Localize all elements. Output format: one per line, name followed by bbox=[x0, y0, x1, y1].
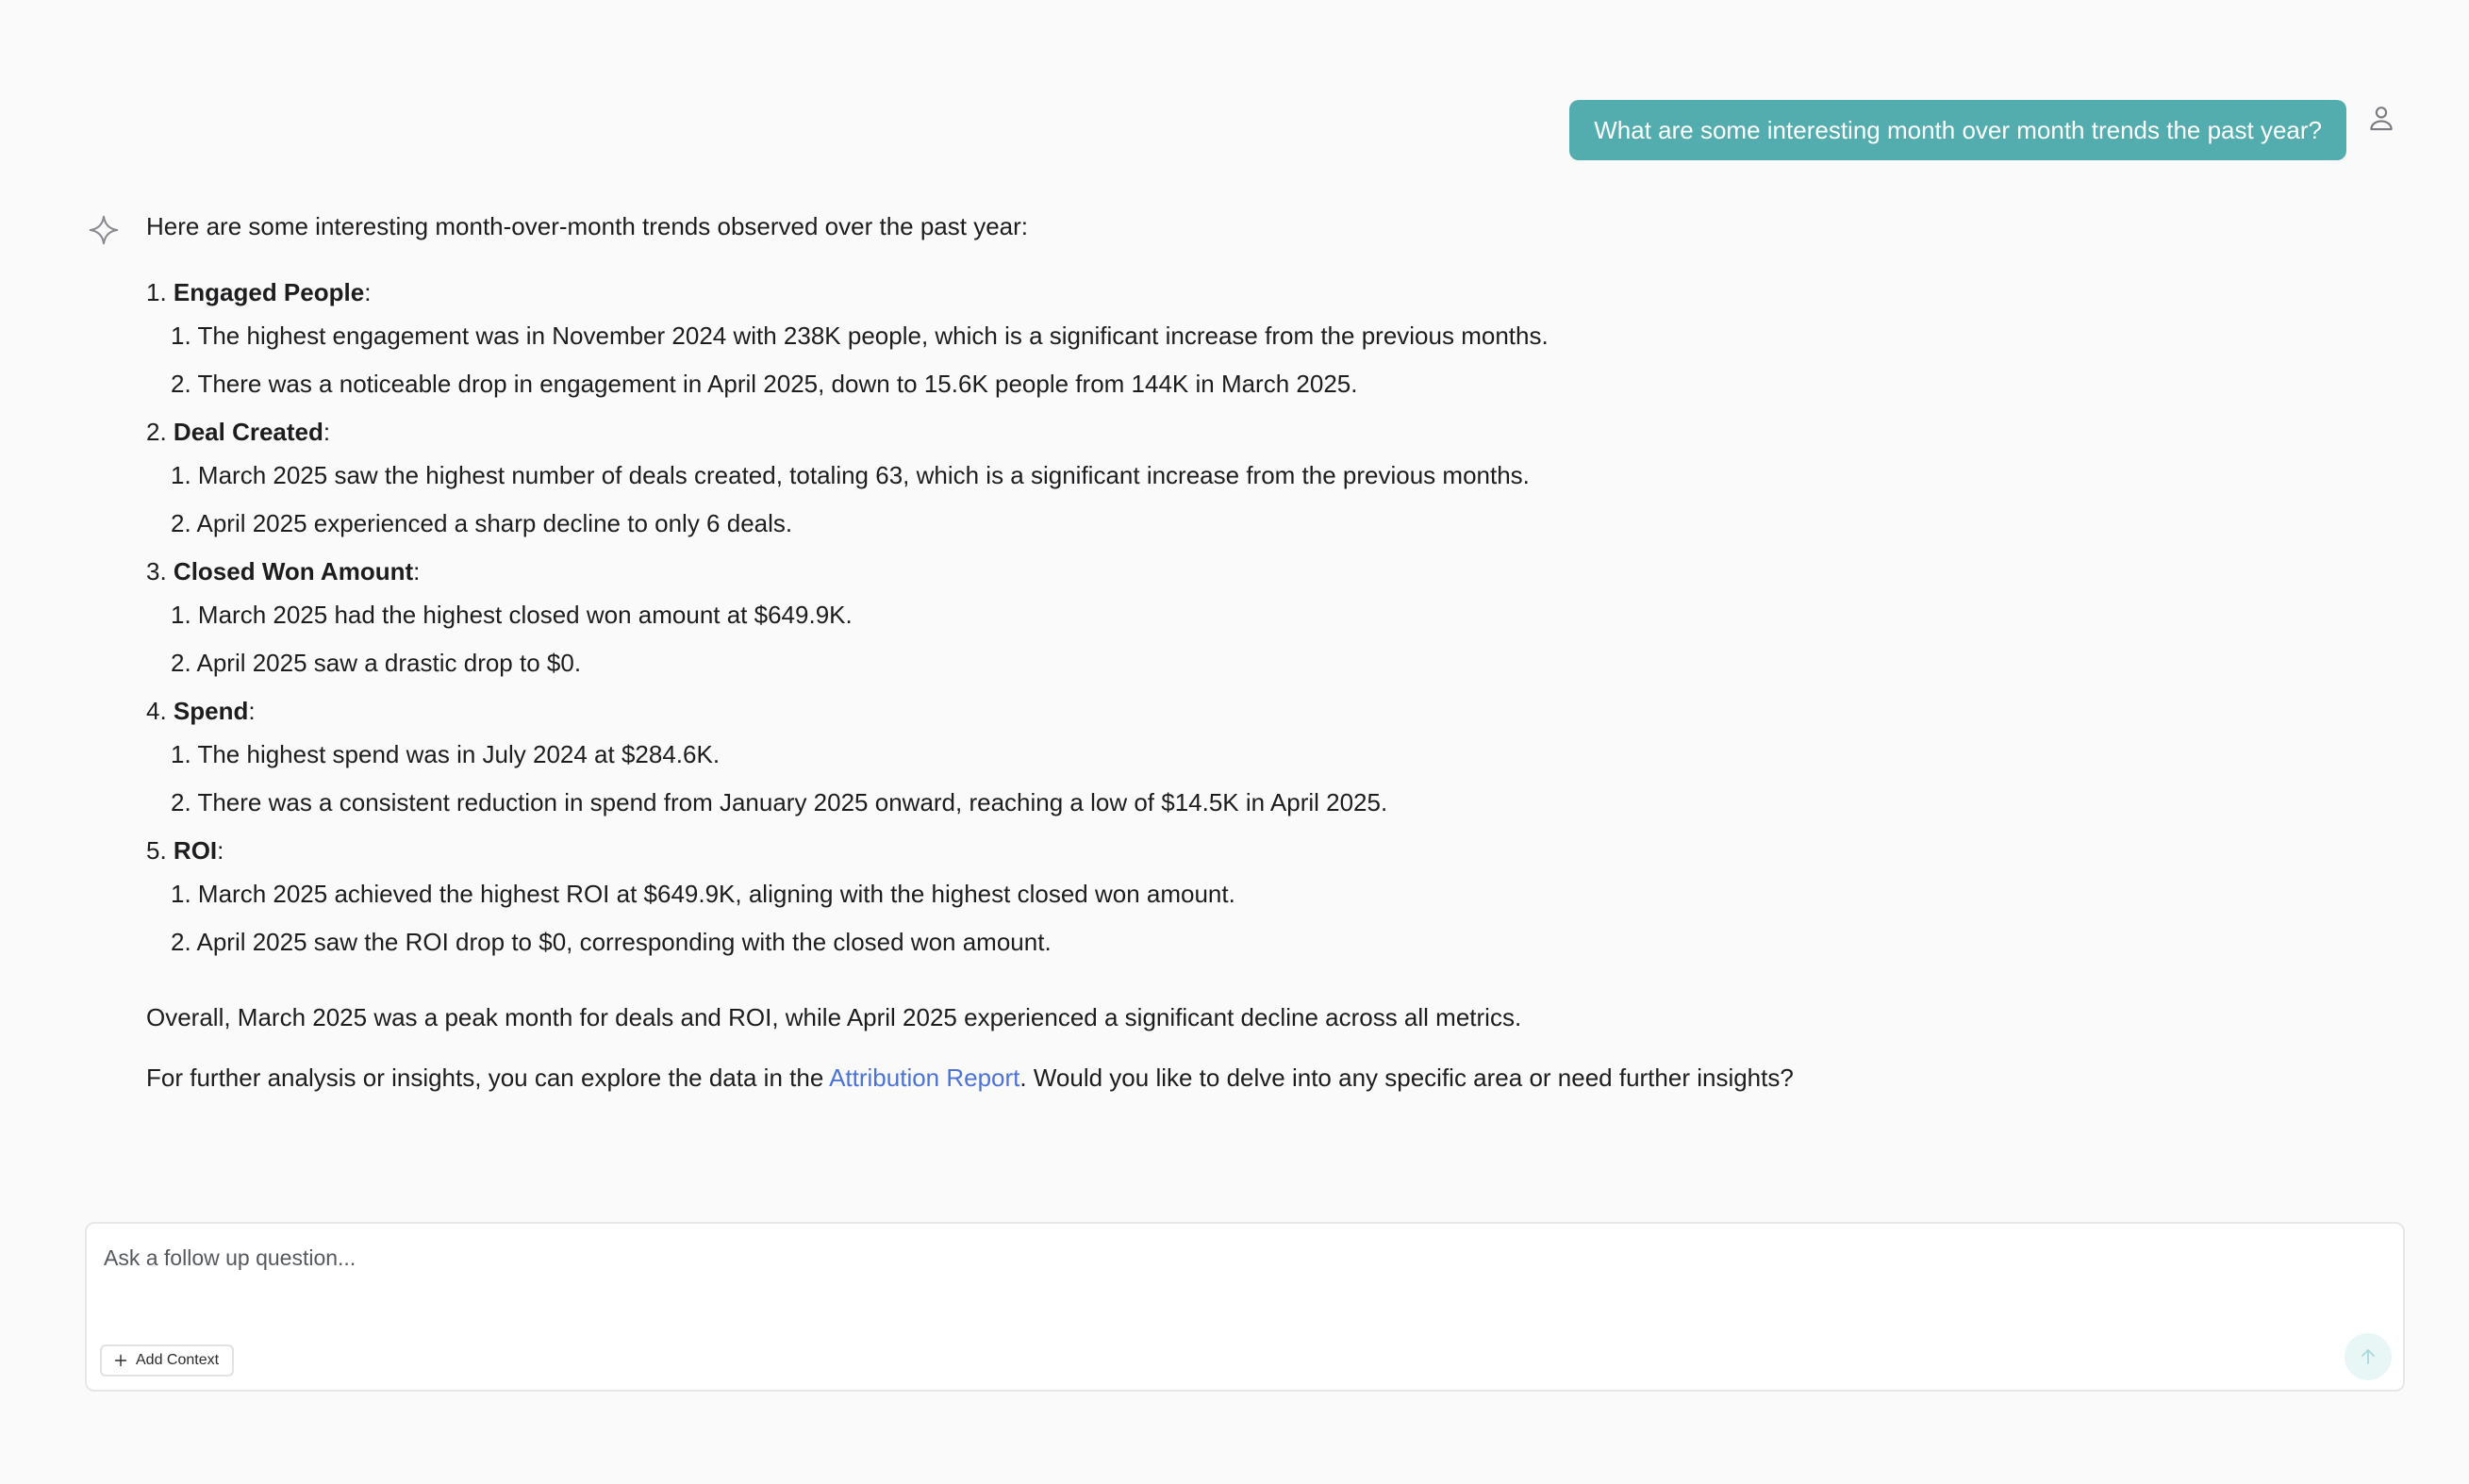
trend-colon: : bbox=[413, 557, 421, 585]
trend-point: 2. April 2025 saw the ROI drop to $0, corresponding with the closed won amount. bbox=[171, 928, 1052, 956]
assistant-summary: Overall, March 2025 was a peak month for deals and ROI, while April 2025 experienced a significant decline across all metrics. bbox=[146, 1003, 1522, 1031]
trend-point: 2. There was a noticeable drop in engagement in April 2025, down to 15.6K people from 144K in March 2025. bbox=[171, 370, 1358, 398]
follow-up-input[interactable] bbox=[104, 1239, 2273, 1277]
user-message-bubble: What are some interesting month over month trends the past year? bbox=[1569, 100, 2346, 160]
trend-title: Spend bbox=[173, 697, 249, 725]
add-context-button[interactable] bbox=[100, 1344, 234, 1377]
trend-point: 1. The highest spend was in July 2024 at $284.6K. bbox=[171, 740, 721, 768]
trend-colon: : bbox=[323, 418, 331, 446]
trend-point: 2. April 2025 experienced a sharp decline to only 6 deals. bbox=[171, 509, 793, 537]
trend-number: 4. bbox=[146, 697, 167, 725]
trend-point: 2. April 2025 saw a drastic drop to $0. bbox=[171, 649, 582, 677]
sparkle-icon bbox=[87, 213, 121, 247]
trend-item-spend bbox=[146, 690, 2315, 823]
trend-number: 3. bbox=[146, 557, 167, 585]
user-message-row bbox=[1569, 100, 2346, 160]
trend-title: Engaged People bbox=[173, 278, 365, 306]
trend-point: 1. March 2025 saw the highest number of deals created, totaling 63, which is a significant increase from the previous months. bbox=[171, 461, 1530, 489]
trend-item-roi bbox=[146, 830, 2315, 963]
trend-number: 5. bbox=[146, 836, 167, 865]
trend-title: Deal Created bbox=[173, 418, 323, 446]
assistant-intro: Here are some interesting month-over-month trends observed over the past year: bbox=[146, 212, 1029, 240]
trend-colon: : bbox=[248, 697, 256, 725]
assistant-followup: For further analysis or insights, you can explore the data in the Attribution Report. Would you like to delve into any specific area or need further insights? bbox=[146, 1064, 1794, 1092]
trend-number: 2. bbox=[146, 418, 167, 446]
assistant-message bbox=[146, 206, 2315, 1098]
plus-icon bbox=[113, 1353, 128, 1368]
trend-colon: : bbox=[217, 836, 224, 865]
arrow-up-icon bbox=[2357, 1345, 2379, 1368]
trend-number: 1. bbox=[146, 278, 167, 306]
attribution-report-link[interactable]: Attribution Report bbox=[829, 1064, 1020, 1092]
trend-item-closed-won-amount bbox=[146, 551, 2315, 684]
add-context-label: Add Context bbox=[136, 1352, 220, 1368]
trend-point: 1. March 2025 had the highest closed won amount at $649.9K. bbox=[171, 601, 853, 629]
trend-point: 1. The highest engagement was in November 2024 with 238K people, which is a significant increase from the previous months. bbox=[171, 322, 1549, 350]
trend-item-deal-created bbox=[146, 411, 2315, 544]
send-button[interactable] bbox=[2345, 1333, 2392, 1380]
trend-point: 2. There was a consistent reduction in spend from January 2025 onward, reaching a low of $14.5K in April 2025. bbox=[171, 788, 1388, 816]
trend-colon: : bbox=[364, 278, 372, 306]
trend-point: 1. March 2025 achieved the highest ROI at $649.9K, aligning with the highest closed won amount. bbox=[171, 880, 1235, 908]
follow-up-composer bbox=[85, 1222, 2405, 1392]
trend-list bbox=[146, 272, 2315, 963]
trend-title: Closed Won Amount bbox=[173, 557, 414, 585]
trend-title: ROI bbox=[173, 836, 218, 865]
trend-item-engaged-people bbox=[146, 272, 2315, 404]
user-icon bbox=[2365, 102, 2397, 134]
